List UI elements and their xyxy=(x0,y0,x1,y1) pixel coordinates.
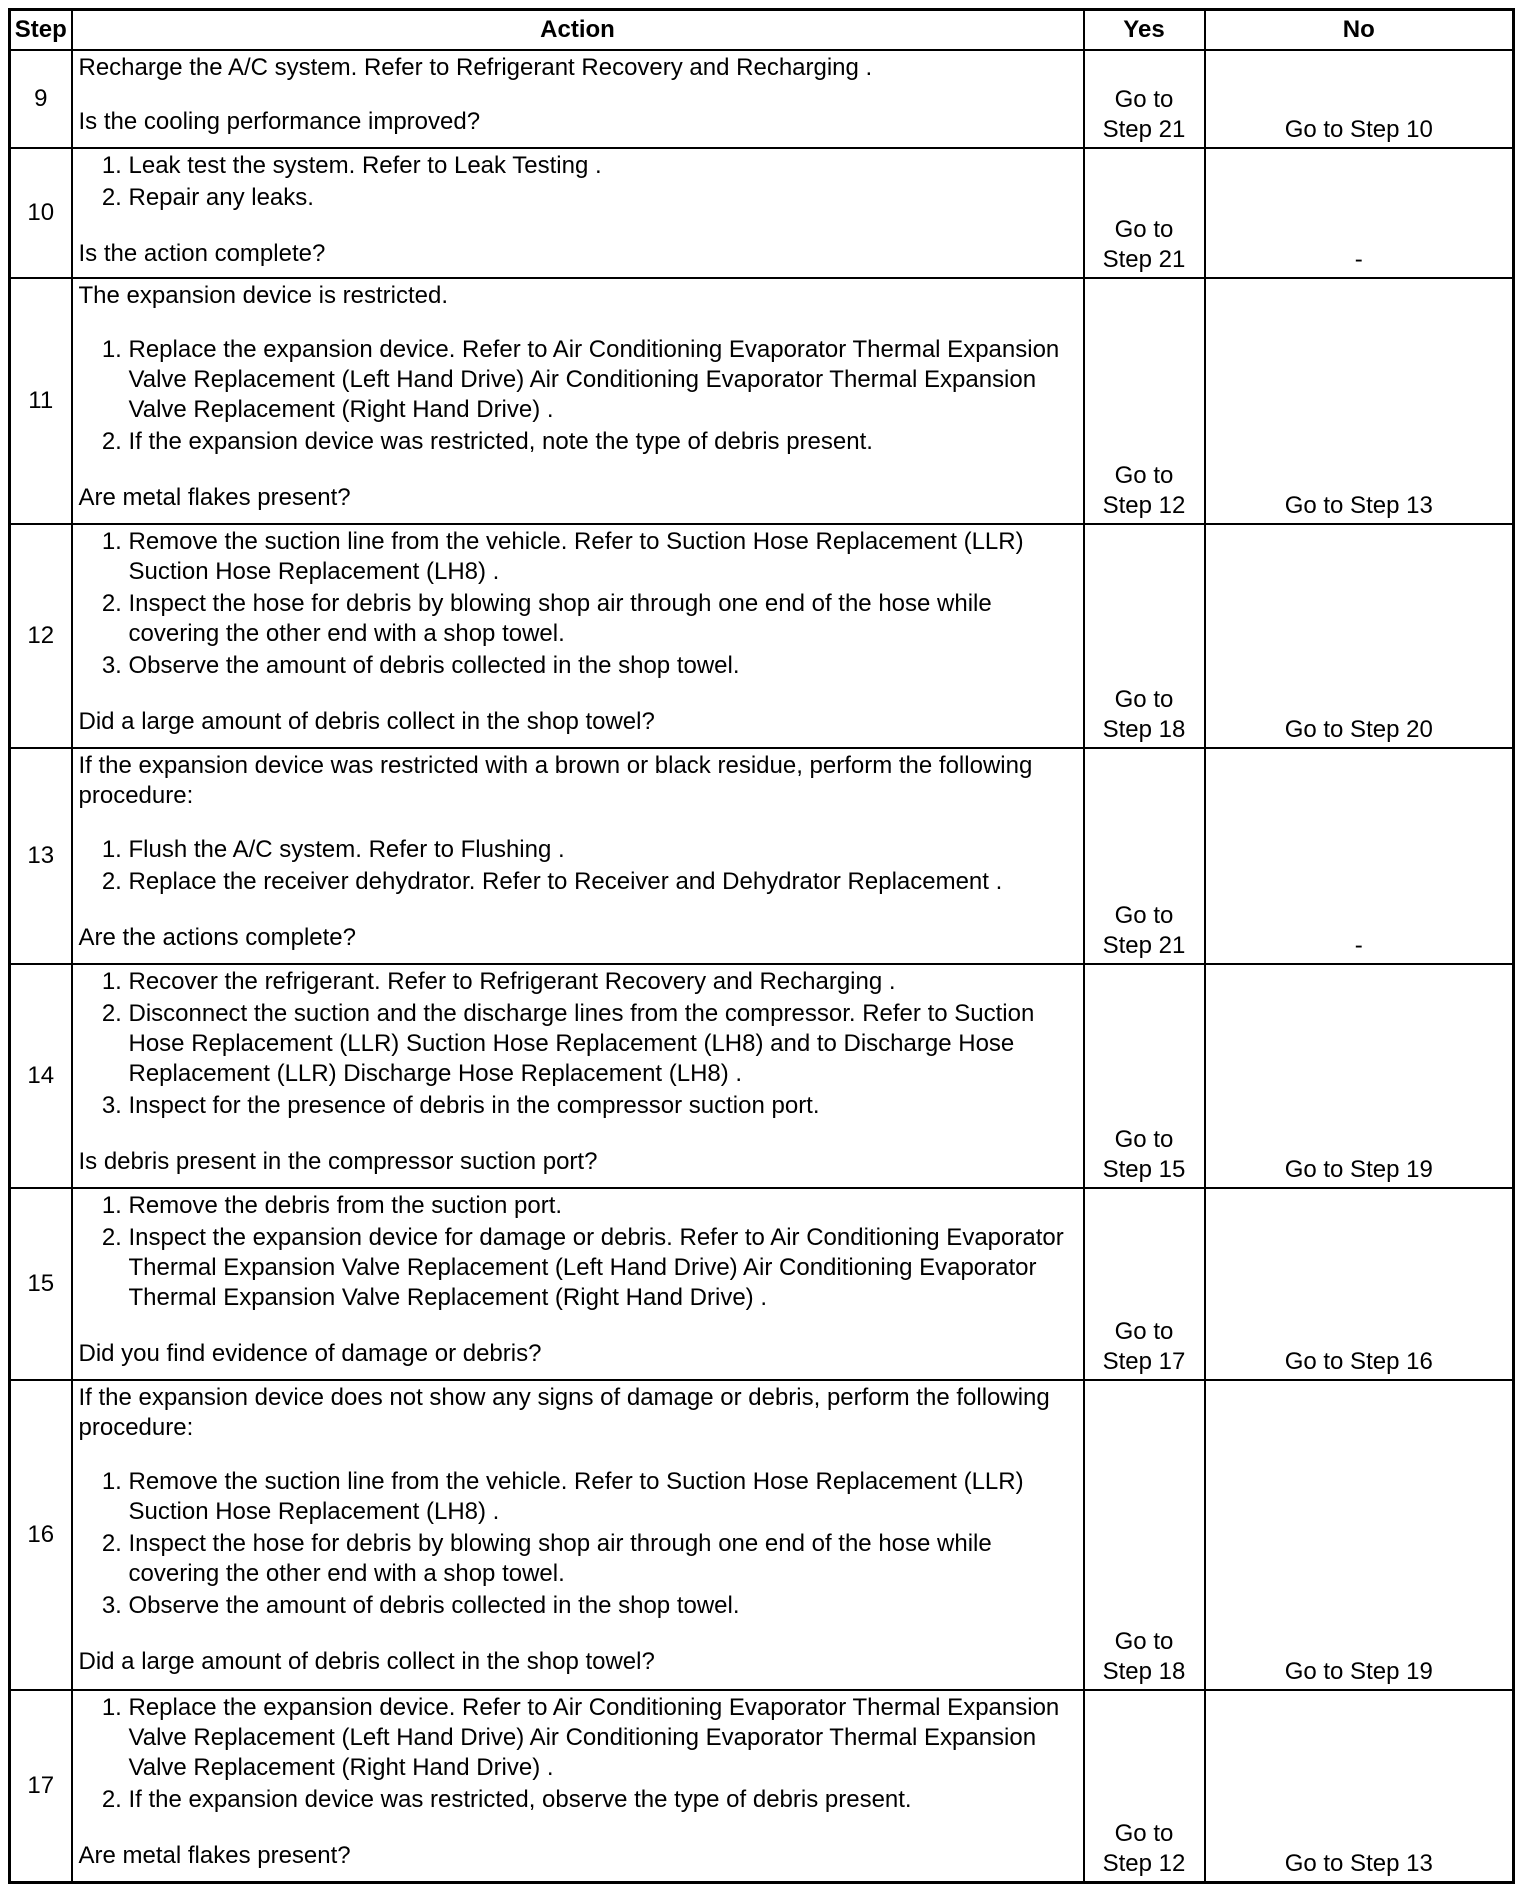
action-step-item: 2. If the expansion device was restricted, observe the type of debris present. xyxy=(129,1785,1077,1815)
action-steps-list xyxy=(79,967,1077,1121)
action-intro: Recharge the A/C system. Refer to Refrigerant Recovery and Recharging . xyxy=(78,54,873,81)
diagnostic-table xyxy=(8,8,1515,1884)
diagnostic-table-container xyxy=(8,8,1515,1884)
step-number: 15 xyxy=(10,1188,72,1380)
action-step-item: 1. Replace the expansion device. Refer to Air Conditioning Evaporator Thermal Expansion Valve Replacement (Left Hand Drive) Air Conditioning Evaporator Thermal Expansion Valve Replacement (Right Hand Drive) . xyxy=(129,1693,1077,1783)
action-cell xyxy=(72,50,1084,148)
action-cell xyxy=(72,1380,1084,1690)
step-number: 9 xyxy=(10,50,72,148)
action-intro: If the expansion device was restricted with a brown or black residue, perform the following procedure: xyxy=(78,752,1033,809)
yes-cell xyxy=(1084,50,1205,148)
no-cell: Go to Step 19 xyxy=(1205,1380,1514,1690)
table-row xyxy=(10,278,1514,524)
action-cell xyxy=(72,148,1084,278)
action-cell xyxy=(72,278,1084,524)
action-step-item: 1. Remove the suction line from the vehicle. Refer to Suction Hose Replacement (LLR) Suction Hose Replacement (LH8) . xyxy=(129,527,1077,587)
action-question: Is debris present in the compressor suction port? xyxy=(78,1148,598,1175)
action-cell xyxy=(72,1188,1084,1380)
no-cell: Go to Step 16 xyxy=(1205,1188,1514,1380)
action-step-item: 1. Recover the refrigerant. Refer to Refrigerant Recovery and Recharging . xyxy=(129,967,1077,997)
action-step-item: 3. Inspect for the presence of debris in the compressor suction port. xyxy=(129,1091,1077,1121)
action-step-item: 2. Replace the receiver dehydrator. Refer to Receiver and Dehydrator Replacement . xyxy=(129,867,1077,897)
yes-goto-label: Go to xyxy=(1114,1126,1174,1153)
yes-cell xyxy=(1084,964,1205,1188)
action-step-item: 3. Observe the amount of debris collected in the shop towel. xyxy=(129,1591,1077,1621)
action-step-item: 2. If the expansion device was restricted, note the type of debris present. xyxy=(129,427,1077,457)
table-row xyxy=(10,148,1514,278)
header-action: Action xyxy=(72,10,1084,51)
action-question: Are metal flakes present? xyxy=(78,484,351,511)
table-row xyxy=(10,1380,1514,1690)
action-step-item: 1. Replace the expansion device. Refer to Air Conditioning Evaporator Thermal Expansion Valve Replacement (Left Hand Drive) Air Conditioning Evaporator Thermal Expansion Valve Replacement (Right Hand Drive) . xyxy=(129,335,1077,425)
action-steps-list xyxy=(79,527,1077,681)
yes-cell xyxy=(1084,1380,1205,1690)
step-number: 16 xyxy=(10,1380,72,1690)
action-question: Did a large amount of debris collect in the shop towel? xyxy=(78,708,655,735)
yes-cell xyxy=(1084,278,1205,524)
header-step: Step xyxy=(10,10,72,51)
yes-goto-step: Step 21 xyxy=(1102,246,1186,273)
step-number: 13 xyxy=(10,748,72,964)
header-row xyxy=(10,10,1514,51)
yes-goto-label: Go to xyxy=(1114,86,1174,113)
no-cell: Go to Step 13 xyxy=(1205,278,1514,524)
no-cell: Go to Step 19 xyxy=(1205,964,1514,1188)
action-step-item: 2. Repair any leaks. xyxy=(129,183,1077,213)
action-step-item: 1. Remove the suction line from the vehicle. Refer to Suction Hose Replacement (LLR) Suction Hose Replacement (LH8) . xyxy=(129,1467,1077,1527)
yes-goto-step: Step 15 xyxy=(1102,1156,1186,1183)
action-step-item: 2. Inspect the hose for debris by blowing shop air through one end of the hose while covering the other end with a shop towel. xyxy=(129,589,1077,649)
action-step-item: 2. Inspect the hose for debris by blowing shop air through one end of the hose while covering the other end with a shop towel. xyxy=(129,1529,1077,1589)
step-number: 11 xyxy=(10,278,72,524)
yes-cell xyxy=(1084,148,1205,278)
action-step-item: 2. Disconnect the suction and the discharge lines from the compressor. Refer to Suction Hose Replacement (LLR) Suction Hose Replacement (LH8) and to Discharge Hose Replacement (LLR) Discharge Hose Replacement (LH8) . xyxy=(129,999,1077,1089)
yes-cell xyxy=(1084,524,1205,748)
no-cell: Go to Step 10 xyxy=(1205,50,1514,148)
yes-goto-label: Go to xyxy=(1114,1819,1174,1847)
action-steps-list xyxy=(79,335,1077,457)
table-row xyxy=(10,1690,1514,1882)
action-cell xyxy=(72,748,1084,964)
table-row xyxy=(10,50,1514,148)
action-cell xyxy=(72,524,1084,748)
yes-cell xyxy=(1084,748,1205,964)
action-question: Are metal flakes present? xyxy=(78,1842,351,1869)
header-yes: Yes xyxy=(1084,10,1205,51)
no-cell: Go to Step 20 xyxy=(1205,524,1514,748)
step-number: 10 xyxy=(10,148,72,278)
action-question: Is the cooling performance improved? xyxy=(78,108,481,135)
yes-goto-label: Go to xyxy=(1114,1318,1174,1345)
yes-cell xyxy=(1084,1188,1205,1380)
action-step-item: 1. Flush the A/C system. Refer to Flushing . xyxy=(129,835,1077,865)
yes-goto-step: Step 12 xyxy=(1102,1849,1186,1877)
action-step-item: 3. Observe the amount of debris collected in the shop towel. xyxy=(129,651,1077,681)
no-cell: - xyxy=(1205,148,1514,278)
action-cell xyxy=(72,1690,1084,1882)
table-row xyxy=(10,964,1514,1188)
action-cell xyxy=(72,964,1084,1188)
action-question: Are the actions complete? xyxy=(78,924,356,951)
yes-goto-step: Step 21 xyxy=(1102,932,1186,959)
action-step-item: 2. Inspect the expansion device for damage or debris. Refer to Air Conditioning Evaporator Thermal Expansion Valve Replacement (Left Hand Drive) Air Conditioning Evaporator Thermal Expansion Valve Replacement (Right Hand Drive) . xyxy=(129,1223,1077,1313)
table-row xyxy=(10,748,1514,964)
action-steps-list xyxy=(79,151,1077,213)
yes-goto-label: Go to xyxy=(1114,1628,1174,1655)
action-intro: The expansion device is restricted. xyxy=(78,282,449,309)
action-intro: If the expansion device does not show any signs of damage or debris, perform the following procedure: xyxy=(78,1384,1050,1441)
yes-goto-step: Step 12 xyxy=(1102,492,1186,519)
yes-goto-label: Go to xyxy=(1114,902,1174,929)
step-number: 14 xyxy=(10,964,72,1188)
action-question: Did you find evidence of damage or debris? xyxy=(78,1340,542,1367)
yes-cell xyxy=(1084,1690,1205,1882)
no-cell: Go to Step 13 xyxy=(1205,1690,1514,1882)
action-steps-list xyxy=(79,1191,1077,1313)
header-no: No xyxy=(1205,10,1514,51)
action-step-item: 1. Remove the debris from the suction port. xyxy=(129,1191,1077,1221)
action-question: Is the action complete? xyxy=(78,240,326,267)
step-number: 12 xyxy=(10,524,72,748)
table-row xyxy=(10,1188,1514,1380)
no-cell: - xyxy=(1205,748,1514,964)
step-number: 17 xyxy=(10,1690,72,1882)
yes-goto-step: Step 18 xyxy=(1102,1658,1186,1685)
action-question: Did a large amount of debris collect in the shop towel? xyxy=(78,1648,655,1675)
yes-goto-label: Go to xyxy=(1114,216,1174,243)
yes-goto-step: Step 18 xyxy=(1102,716,1186,743)
yes-goto-step: Step 17 xyxy=(1102,1348,1186,1375)
yes-goto-step: Step 21 xyxy=(1102,116,1186,143)
action-steps-list xyxy=(79,1467,1077,1621)
action-steps-list xyxy=(79,1693,1077,1815)
action-step-item: 1. Leak test the system. Refer to Leak Testing . xyxy=(129,151,1077,181)
yes-goto-label: Go to xyxy=(1114,686,1174,713)
yes-goto-label: Go to xyxy=(1114,462,1174,489)
table-row xyxy=(10,524,1514,748)
action-steps-list xyxy=(79,835,1077,897)
